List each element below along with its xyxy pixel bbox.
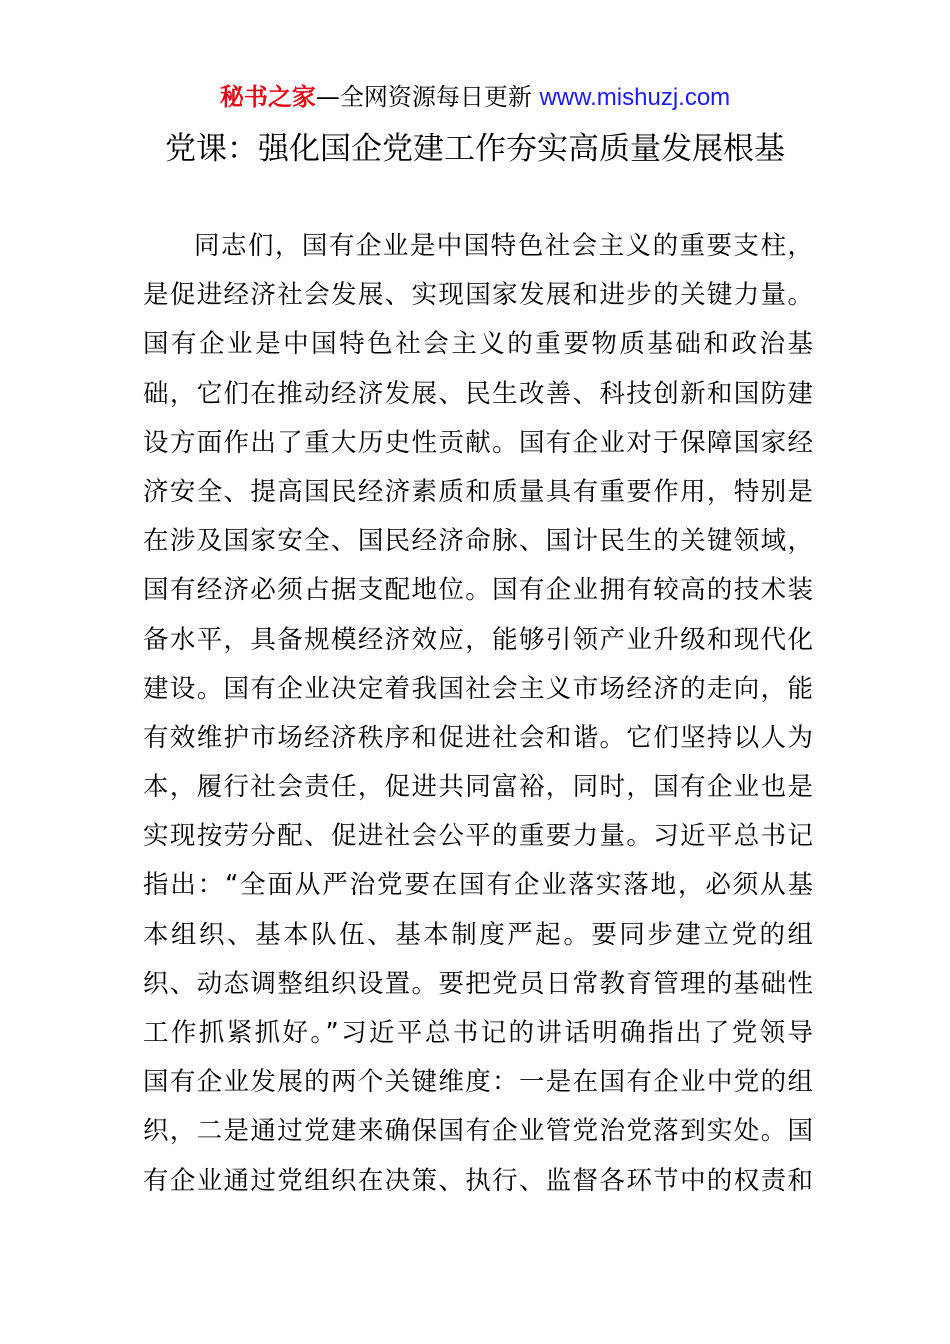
body-line: 本组织、基本队伍、基本制度严起。要同步建立党的组 bbox=[143, 919, 813, 950]
site-tagline: —全网资源每日更新 bbox=[315, 83, 540, 111]
site-header bbox=[0, 80, 950, 115]
document-body bbox=[143, 222, 813, 1206]
body-line: 指出：“全面从严治党要在国有企业落实落地，必须从基 bbox=[143, 870, 813, 901]
body-line: 有企业通过党组织在决策、执行、监督各环节中的权责和 bbox=[143, 1165, 813, 1196]
body-line: 本，履行社会责任，促进共同富裕，同时，国有企业也是 bbox=[143, 772, 813, 803]
body-line: 有效维护市场经济秩序和促进社会和谐。它们坚持以人为 bbox=[143, 722, 813, 753]
body-line: 是促进经济社会发展、实现国家发展和进步的关键力量。 bbox=[143, 280, 813, 311]
document-title: 党课：强化国企党建工作夯实高质量发展根基 bbox=[165, 131, 785, 167]
body-line: 织、动态调整组织设置。要把党员日常教育管理的基础性 bbox=[143, 968, 813, 999]
body-line: 国有经济必须占据支配地位。国有企业拥有较高的技术装 bbox=[143, 575, 813, 606]
body-line: 工作抓紧抓好。”习近平总书记的讲话明确指出了党领导 bbox=[143, 1018, 813, 1048]
body-line: 设方面作出了重大历史性贡献。国有企业对于保障国家经 bbox=[143, 427, 813, 458]
body-line: 备水平，具备规模经济效应，能够引领产业升级和现代化 bbox=[143, 624, 813, 655]
body-line: 实现按劳分配、促进社会公平的重要力量。习近平总书记 bbox=[143, 821, 813, 852]
body-line: 织，二是通过党建来确保国有企业管党治党落到实处。国 bbox=[143, 1116, 813, 1147]
body-line: 础，它们在推动经济发展、民生改善、科技创新和国防建 bbox=[143, 378, 813, 409]
site-url-link[interactable]: www.mishuzj.com bbox=[539, 84, 731, 111]
site-brand-name: 秘书之家 bbox=[219, 83, 316, 111]
body-line: 济安全、提高国民经济素质和质量具有重要作用，特别是 bbox=[143, 476, 813, 507]
body-line: 在涉及国家安全、国民经济命脉、国计民生的关键领域， bbox=[143, 526, 813, 557]
body-line: 同志们，国有企业是中国特色社会主义的重要支柱， bbox=[194, 231, 813, 261]
body-line: 国有企业是中国特色社会主义的重要物质基础和政治基 bbox=[143, 329, 813, 360]
body-line: 国有企业发展的两个关键维度：一是在国有企业中党的组 bbox=[143, 1067, 813, 1098]
body-line: 建设。国有企业决定着我国社会主义市场经济的走向，能 bbox=[143, 673, 813, 704]
